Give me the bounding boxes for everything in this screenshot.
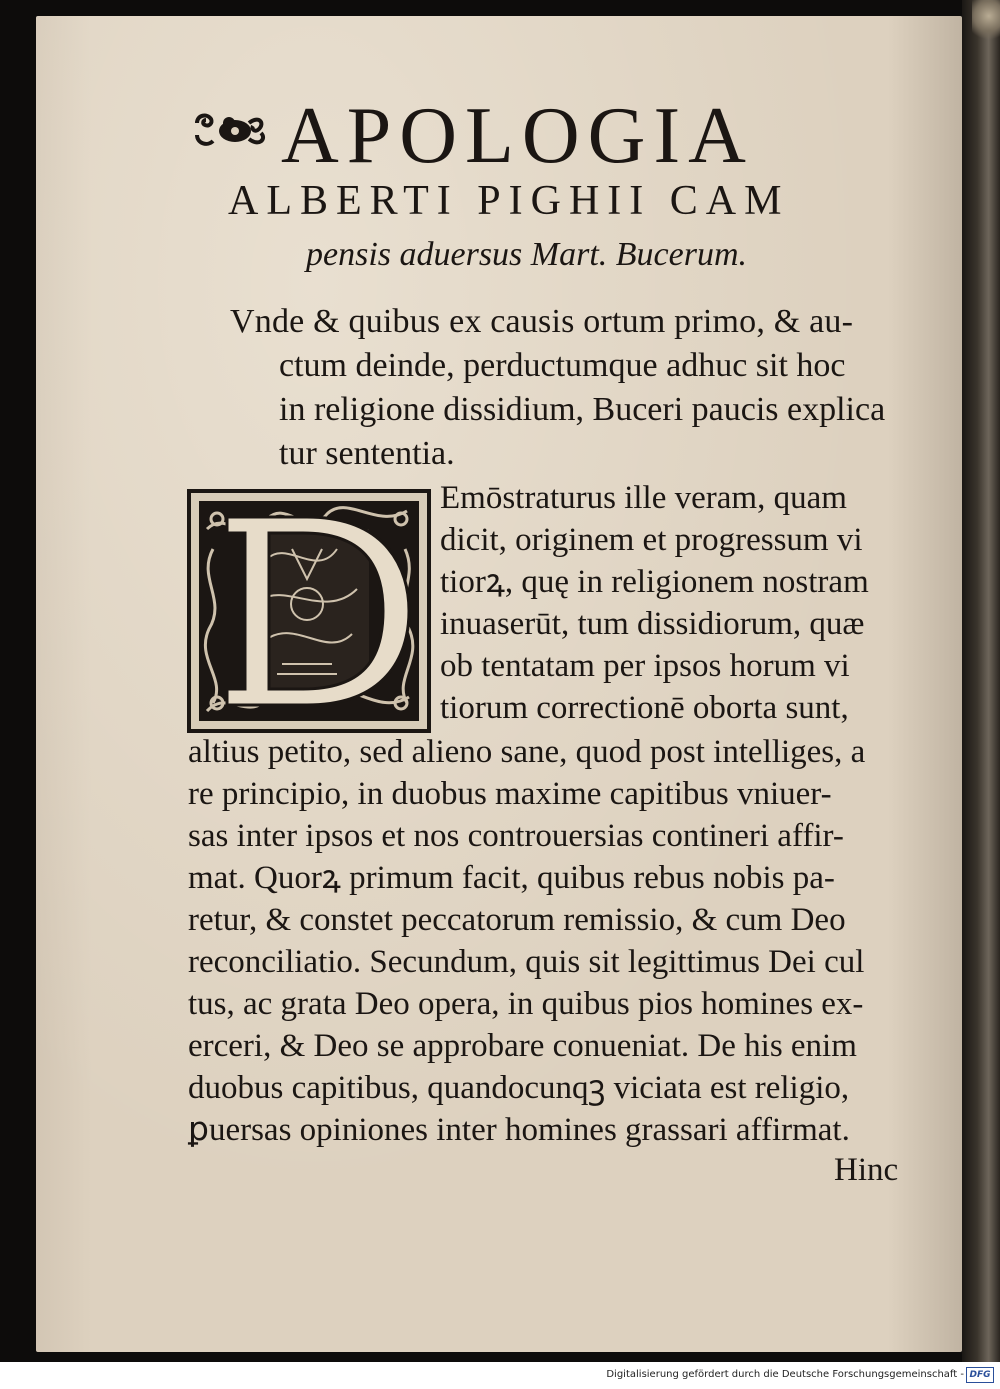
summary-line: Vnde & quibus ex causis ortum primo, & au- bbox=[230, 303, 854, 340]
body-line: erceri, & Deo se approbare conueniat. De his enim bbox=[188, 1028, 857, 1064]
fleuron-ornament-icon bbox=[193, 105, 269, 157]
title-line-2: ALBERTI PIGHII CAM bbox=[228, 178, 790, 224]
summary-line: tur sententia. bbox=[279, 435, 455, 472]
title-line-3: pensis aduersus Mart. Bucerum. bbox=[306, 236, 748, 273]
footer-credit-text: Digitalisierung gefördert durch die Deutsche Forschungsgemeinschaft - bbox=[606, 1369, 964, 1380]
body-line: reconciliatio. Secundum, quis sit legittimus Dei cul bbox=[188, 944, 865, 980]
body-line: dicit, originem et progressum vi bbox=[440, 522, 863, 558]
body-line: inuaserūt, tum dissidiorum, quæ bbox=[440, 606, 865, 642]
body-line: sas inter ipsos et nos controuersias contineri affir- bbox=[188, 818, 844, 854]
book-binding-edge bbox=[962, 0, 1000, 1362]
body-line: re principio, in duobus maxime capitibus vniuer- bbox=[188, 776, 832, 812]
summary-line: ctum deinde, perductumque adhuc sit hoc bbox=[279, 347, 846, 384]
summary-line: in religione dissidium, Buceri paucis explica bbox=[279, 391, 886, 428]
body-line: mat. Quorꝝ primum facit, quibus rebus nobis pa- bbox=[188, 860, 835, 896]
dfg-logo: DFG bbox=[966, 1367, 994, 1383]
body-line: duobus capitibus, quandocunqꝫ viciata est religio, bbox=[188, 1070, 850, 1106]
body-line: tiorꝝ, quę in religionem nostram bbox=[440, 564, 869, 600]
body-line: altius petito, sed alieno sane, quod post intelliges, a bbox=[188, 734, 866, 770]
title-line-1: APOLOGIA bbox=[281, 92, 754, 180]
body-line: retur, & constet peccatorum remissio, & cum Deo bbox=[188, 902, 846, 938]
catchword: Hinc bbox=[834, 1152, 899, 1188]
body-line: tiorum correctionē oborta sunt, bbox=[440, 690, 849, 726]
decorated-initial-D bbox=[187, 489, 431, 733]
body-line: tus, ac grata Deo opera, in quibus pios homines ex- bbox=[188, 986, 864, 1022]
body-line: Emōstraturus ille veram, quam bbox=[440, 480, 847, 516]
body-line: ꝑuersas opiniones inter homines grassari affirmat. bbox=[188, 1112, 850, 1148]
body-line: ob tentatam per ipsos horum vi bbox=[440, 648, 850, 684]
